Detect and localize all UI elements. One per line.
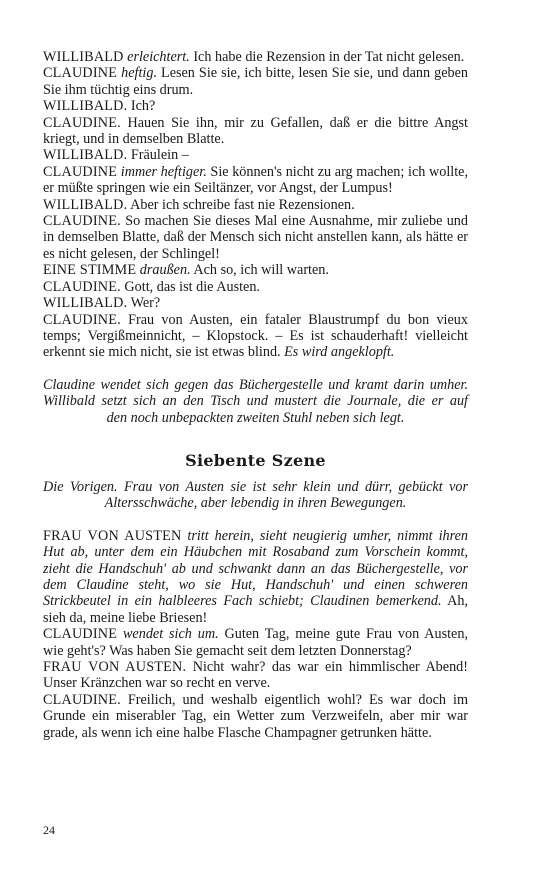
dialogue-text: Guten Tag, meine gute Frau von Austen, wie geht's? Was haben Sie gemacht seit dem letzten Donnerstag? — [43, 626, 468, 659]
scene-intro-line: Altersschwäche, aber lebendig in ihren Bewegungen. — [104, 495, 407, 512]
speaker-name: FRAU VON AUSTEN. — [43, 659, 187, 675]
dialogue-text: Sie können's nicht zu arg machen; ich wollte, er müßte springen wie ein Seiltänzer, vor Angst, der Lumpus! — [43, 163, 468, 197]
speaker-name: WILLIBALD. — [43, 147, 128, 164]
dialogue-line — [43, 528, 468, 626]
stage-direction-line: Willibald setzt sich an den Tisch und mustert die Journale, die er auf — [43, 393, 468, 410]
stage-direction-inline: draußen. — [139, 262, 191, 279]
speaker-name: EINE STIMME — [43, 262, 137, 279]
stage-direction-line: Claudine wendet sich gegen das Büchergestelle und kramt darin umher. — [43, 376, 468, 393]
dialogue-text: Wer? — [127, 295, 161, 312]
dialogue-line — [43, 312, 468, 361]
dialogue-text: Lesen Sie sie, ich bitte, lesen Sie sie, und dann geben Sie ihm tüchtig eins drum. — [43, 65, 469, 98]
stage-direction-inline: Es wird angeklopft. — [280, 344, 395, 361]
dialogue-line — [43, 295, 468, 311]
speaker-name: CLAUDINE. — [43, 691, 121, 708]
dialogue-block-top — [43, 49, 468, 361]
dialogue-line — [43, 213, 468, 262]
stage-direction-inline: erleichtert. — [127, 49, 190, 65]
dialogue-text: Nicht wahr? das war ein himmlischer Abend! Unser Kränzchen war so recht en verve. — [43, 659, 468, 692]
speaker-name: CLAUDINE — [43, 626, 118, 643]
stage-direction-line: den noch unbepackten zweiten Stuhl neben sich legt. — [106, 409, 405, 426]
speaker-name: WILLIBALD. — [43, 295, 128, 312]
dialogue-line — [43, 626, 468, 659]
page-number: 24 — [43, 823, 55, 837]
dialogue-text: Ah, sieh da, meine liebe Briesen! — [43, 593, 469, 626]
dialogue-line — [43, 164, 468, 197]
speaker-name: WILLIBALD — [43, 49, 124, 65]
dialogue-text: So machen Sie dieses Mal eine Ausnahme, mir zuliebe und in demselben Blatte, daß der Mensch sich nicht anstellen kann, als hätte er es nicht gelesen, der Schlingel! — [43, 213, 468, 262]
stage-direction-block — [43, 377, 468, 426]
dialogue-text: Ich habe die Rezension in der Tat nicht gelesen. — [189, 49, 465, 65]
speaker-name: WILLIBALD. — [43, 98, 128, 115]
stage-direction-inline: immer heftiger. — [120, 163, 207, 180]
scene-intro — [43, 479, 468, 512]
speaker-name: CLAUDINE. — [43, 213, 121, 230]
book-page — [43, 49, 468, 741]
dialogue-text: Ich? — [127, 98, 156, 115]
stage-direction-inline: tritt herein, sieht neugierig umher, nimmt ihren Hut ab, unter dem ein Häubchen mit Rosaband zum Vorschein kommt, zieht die Handschuh' ab und schwankt dann an das Büchergestelle, vor dem Claudine steht, wo sie Hut, Handschuh' und einen schweren Strickbeutel in ein halbleeres Fach schiebt; Claudinen bemerkend. — [43, 527, 469, 610]
dialogue-line — [43, 147, 468, 163]
dialogue-line — [43, 692, 468, 741]
speaker-name: FRAU VON AUSTEN — [43, 527, 182, 544]
dialogue-line — [43, 115, 468, 148]
dialogue-text: Aber ich schreibe fast nie Rezensionen. — [127, 196, 355, 213]
speaker-name: CLAUDINE — [43, 65, 118, 82]
dialogue-line — [43, 98, 468, 114]
scene-intro-line: Die Vorigen. Frau von Austen sie ist sehr klein und dürr, gebückt vor — [43, 478, 468, 495]
dialogue-text: Frau von Austen, ein fataler Blaustrumpf du bon vieux temps; Vergißmeinnicht, – Klopstock. – Es ist schauderhaft! vielleicht erkennt sie mich nicht, sie ist etwas blind. — [43, 311, 468, 361]
dialogue-text: Ach so, ich will warten. — [190, 262, 329, 279]
stage-direction-inline: wendet sich um. — [122, 626, 219, 643]
speaker-name: CLAUDINE. — [43, 114, 121, 131]
dialogue-block-bottom — [43, 528, 468, 741]
dialogue-line — [43, 65, 468, 98]
dialogue-line — [43, 197, 468, 213]
speaker-name: CLAUDINE. — [43, 311, 121, 328]
speaker-name: WILLIBALD. — [43, 196, 128, 213]
speaker-name: CLAUDINE — [43, 163, 118, 180]
speaker-name: CLAUDINE. — [43, 278, 121, 295]
stage-direction-inline: heftig. — [121, 65, 157, 82]
dialogue-line — [43, 659, 468, 692]
dialogue-text: Hauen Sie ihn, mir zu Gefallen, daß er die bittre Angst kriegt, und in demselben Blatte. — [43, 114, 468, 148]
dialogue-line — [43, 262, 468, 278]
dialogue-text: Gott, das ist die Austen. — [120, 278, 260, 295]
dialogue-text: Fräulein – — [127, 147, 189, 164]
dialogue-line — [43, 279, 468, 295]
dialogue-text: Freilich, und weshalb eigentlich wohl? Es war doch im Grunde ein miserabler Tag, ein Wetter zum Verzweifeln, aber mir war grade, als wenn ich eine halbe Flasche Champagner getrunken hätte. — [43, 691, 468, 741]
scene-title: Siebente Szene — [185, 450, 326, 470]
dialogue-line — [43, 49, 468, 65]
